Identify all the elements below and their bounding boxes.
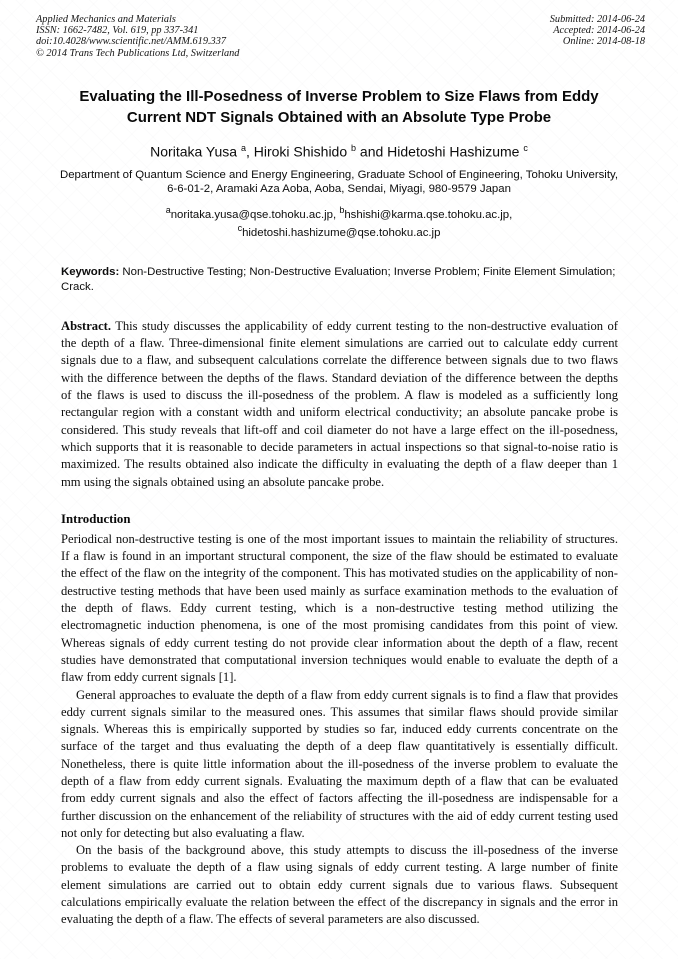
journal-header-left: [36, 14, 239, 59]
journal-header: [36, 14, 645, 59]
section-heading-introduction: Introduction: [61, 511, 131, 526]
journal-name: Applied Mechanics and Materials: [36, 14, 176, 25]
paper-title: Evaluating the Ill-Posedness of Inverse Problem to Size Flaws from Eddy Current NDT Signals Obtained with an Absolute Type Probe: [79, 87, 599, 127]
intro-paragraph-3: On the basis of the background above, this study attempts to discuss the ill-posedness of the inverse problems to evaluate the depth of a flaw using signals of eddy current testing. A large number of finite element simulations are carried out to obtain eddy current signals due to various flaws. Subsequent calculations empirically evaluate the relation between the effect of the discrepancy in signals and the error in evaluating the depth of a flaw. The effects of several parameters are also discussed.: [61, 843, 618, 927]
online-date: Online: 2014-08-18: [562, 36, 645, 48]
author-line: Noritaka Yusa $^a$, Hiroki Shishido $^b$ and Hidetoshi Hashizume $^c$: [150, 142, 528, 160]
intro-paragraph-1: Periodical non-destructive testing is one of the most important issues to maintain the reliability of structures. If a flaw is found in an important structural component, the size of the flaw should be estimated to evaluate the effect of the flaw on the integrity of the component. This has motivated studies on the applicability of non-destructive testing methods that have been used mainly as surface examination methods to the evaluation of the depth of flaws. Eddy current testing, which is a non-destructive testing method utilizing the electromagnetic induction phenomena, is one of the most promising candidates from this point of view. Whereas signals of eddy current testing do not provide clear information about the depth of a flaw, recent studies have demonstrated that computational inversion techniques would enable to evaluate the depth of a flaw from eddy current signals [1].: [61, 531, 618, 685]
abstract-label: Abstract.: [61, 318, 112, 333]
abstract-block: [61, 318, 618, 491]
email-line-2: $^c$hidetoshi.hashizume@qse.tohoku.ac.jp: [237, 222, 441, 239]
email-line-1: $^a$noritaka.yusa@qse.tohoku.ac.jp, $^b$hshishi@karma.qse.tohoku.ac.jp,: [165, 204, 513, 221]
keywords-text: Non-Destructive Testing; Non-Destructive Evaluation; Inverse Problem; Finite Element Simulation; Crack.: [61, 265, 616, 293]
journal-copyright: © 2014 Trans Tech Publications Ltd, Switzerland: [36, 47, 240, 59]
journal-header-right: [550, 14, 645, 59]
submitted-date: Submitted: 2014-06-24: [549, 14, 645, 25]
keywords-block: [61, 265, 618, 295]
intro-paragraph-2: General approaches to evaluate the depth of a flaw from eddy current signals is to find a flaw that provides eddy current signals similar to the measured ones. This assumes that similar flaws should provide similar signals. Whereas this is empirically supported by studies so far, induced eddy currents concentrate on the surface of the target and thus evaluating the depth of a deep flaw quantitatively is essentially difficult. Nonetheless, there is quite little information about the ill-posedness of the inverse problem to evaluate the depth of a flaw from eddy current signals. Evaluating the maximum depth of a flaw that can be evaluated from eddy current signals and also the effect of factors affecting the ill-posedness are indispensable for a further discussion on the enhancement of the reliability of structures with the aid of eddy current testing used not only for detecting but also evaluating a flaw.: [61, 687, 618, 840]
abstract-text: This study discusses the applicability of eddy current testing to the non-destructive evaluation of the depth of a flaw. Three-dimensional finite element simulations are carried out to calculate eddy current signals due to a flaw, and subsequent calculations correlate the difference between signals due to two flaws with the difference between the depths of the flaws. Standard deviation of the difference between the depths of the flaws is used to discuss the ill-posedness of the problem. A flaw is modeled as a sufficiently long rectangular region with a constant width and uniform electrical conductivity; an absolute pancake probe is considered. This study reveals that lift-off and coil diameter do not have a large effect on the ill-posedness, which supports that it is reasonable to decide parameters in actual inspections so that signal-to-noise ratio is maximized. The results obtained also indicate the difficulty in evaluating the depth of a flaw deeper than 1 mm using the signals obtained using an absolute pancake probe.: [61, 318, 618, 489]
email-block: [0, 204, 678, 240]
keywords-label: Keywords:: [61, 265, 120, 278]
introduction-body: [61, 531, 618, 929]
accepted-date: Accepted: 2014-06-24: [553, 25, 645, 37]
journal-doi: doi:10.4028/www.scientific.net/AMM.619.337: [36, 36, 226, 48]
journal-issn-volume: ISSN: 1662-7482, Vol. 619, pp 337-341: [36, 25, 199, 37]
affiliation: Department of Quantum Science and Energy Engineering, Graduate School of Engineering, Tohoku University, 6-6-01-2, Aramaki Aza Aoba, Aoba, Sendai, Miyagi, 980-9579 Japan: [59, 169, 619, 195]
